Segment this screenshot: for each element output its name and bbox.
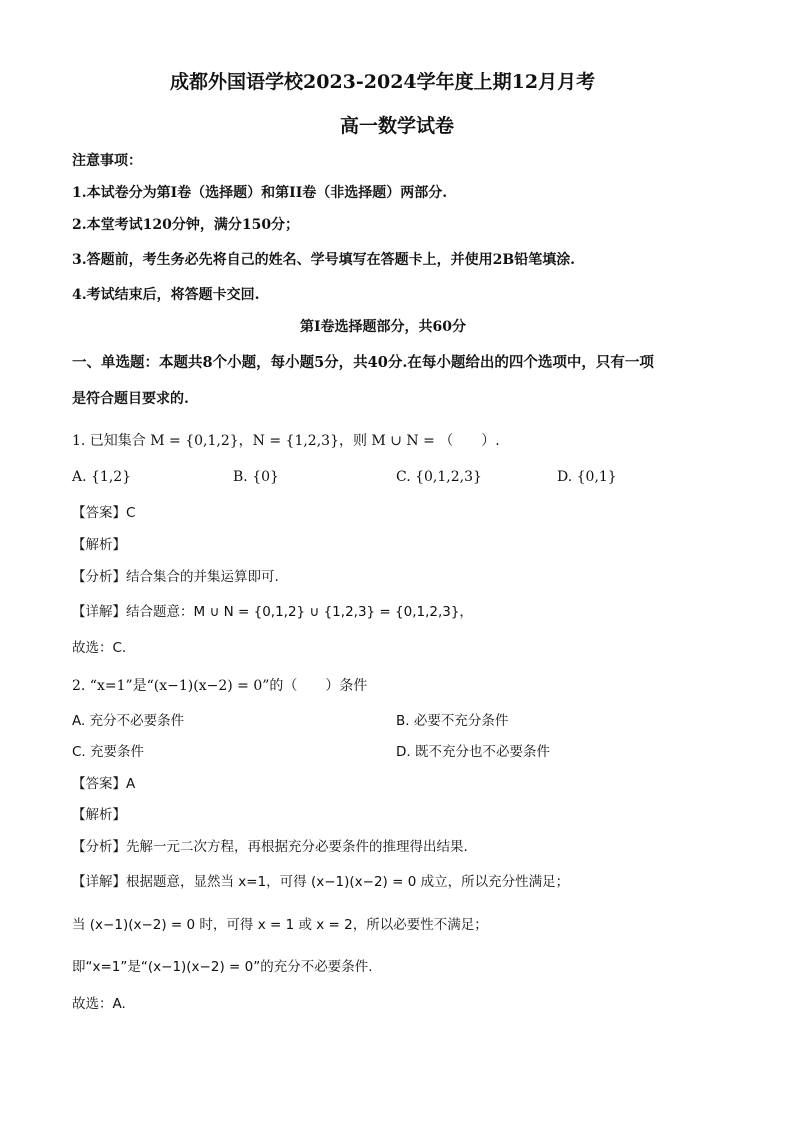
question-2-answer: 【答案】A (72, 776, 136, 792)
question-2-option-d: D. 既不充分也不必要条件 (396, 744, 550, 760)
question-2-analysis: 【分析】先解一元二次方程，再根据充分必要条件的推理得出结果. (72, 839, 468, 855)
question-1-detail: 【详解】结合题意：M ∪ N = {0,1,2} ∪ {1,2,3} = {0,1,2,3}， (72, 604, 473, 620)
question-2-option-c: C. 充要条件 (72, 744, 145, 760)
notice-item: 4.考试结束后，将答题卡交回. (72, 287, 260, 303)
notice-item: 3.答题前，考生务必先将自己的姓名、学号填写在答题卡上，并使用2B铅笔填涂. (72, 252, 576, 268)
question-1-option-a: A. {1,2} (72, 469, 132, 485)
question-1-analysis: 【分析】结合集合的并集运算即可. (72, 569, 279, 585)
section-instruction: 是符合题目要求的. (72, 391, 189, 407)
question-2-stem: 2. “x=1”是“(x−1)(x−2) = 0”的（ ）条件 (72, 678, 368, 694)
section-title: 第I卷选择题部分，共60分 (300, 319, 467, 335)
question-2-jiexi: 【解析】 (72, 807, 126, 823)
question-2-detail: 当 (x−1)(x−2) = 0 时，可得 x = 1 或 x = 2，所以必要性不满足； (72, 917, 488, 933)
question-1-answer: 【答案】C (72, 505, 136, 521)
question-1-option-b: B. {0} (233, 469, 279, 485)
notice-heading: 注意事项： (72, 153, 142, 169)
page-title: 成都外国语学校2023-2024学年度上期12月月考 (170, 71, 596, 93)
question-1-option-c: C. {0,1,2,3} (396, 469, 482, 485)
question-1-jiexi: 【解析】 (72, 537, 126, 553)
question-2-detail: 即“x=1”是“(x−1)(x−2) = 0”的充分不必要条件. (72, 959, 373, 975)
question-1-option-d: D. {0,1} (557, 469, 617, 485)
question-1-choose: 故选：C. (72, 640, 127, 656)
question-1-stem: 1. 已知集合 M = {0,1,2}，N = {1,2,3}，则 M ∪ N = （ ）. (72, 433, 500, 449)
question-2-detail: 【详解】根据题意，显然当 x=1，可得 (x−1)(x−2) = 0 成立，所以充分性满足； (72, 874, 570, 890)
question-2-choose: 故选：A. (72, 996, 126, 1012)
page-subtitle: 高一数学试卷 (340, 115, 455, 137)
notice-item: 2.本堂考试120分钟，满分150分； (72, 217, 300, 233)
question-2-option-b: B. 必要不充分条件 (396, 713, 509, 729)
notice-item: 1.本试卷分为第I卷（选择题）和第II卷（非选择题）两部分. (72, 185, 448, 201)
question-2-option-a: A. 充分不必要条件 (72, 713, 185, 729)
section-instruction: 一、单选题：本题共8个小题，每小题5分，共40分.在每小题给出的四个选项中，只有一项 (72, 354, 654, 371)
